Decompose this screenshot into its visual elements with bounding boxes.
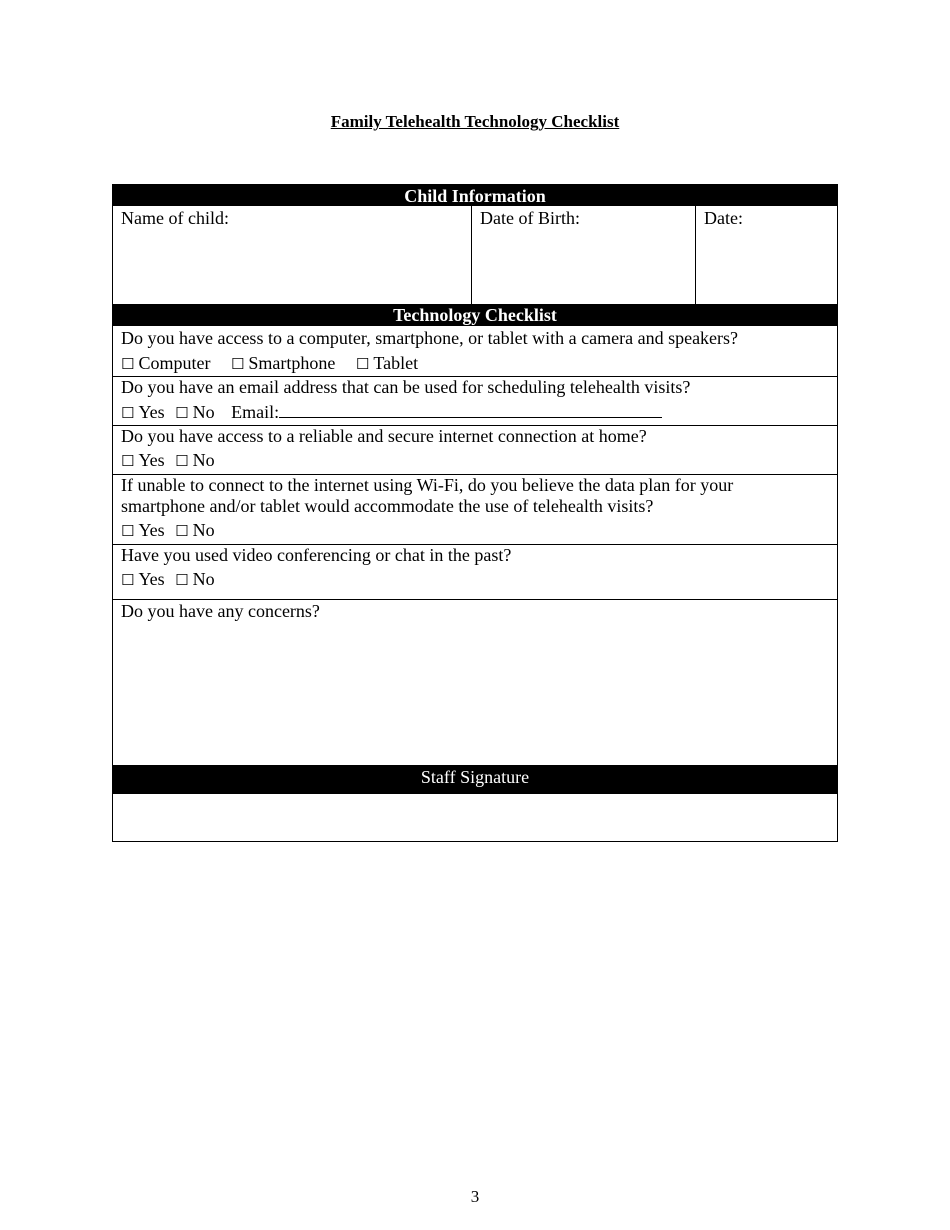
checkbox-icon: ☐: [230, 355, 245, 373]
option-yes[interactable]: ☐ Yes: [121, 569, 165, 589]
email-label: Email:: [231, 402, 280, 422]
question-video-conferencing: Have you used video conferencing or chat in the past?: [121, 545, 512, 565]
option-no[interactable]: ☐ No: [175, 569, 215, 589]
option-no[interactable]: ☐ No: [175, 520, 215, 540]
option-tablet[interactable]: ☐ Tablet: [355, 353, 419, 373]
question-device-access: Do you have access to a computer, smartphone, or tablet with a camera and speakers?: [121, 328, 739, 348]
page-title: Family Telehealth Technology Checklist: [330, 112, 620, 131]
divider: [695, 206, 696, 304]
device-options: [121, 353, 418, 375]
staff-signature-header: Staff Signature: [112, 765, 838, 794]
checkbox-icon: ☐: [121, 355, 135, 373]
page-number: 3: [470, 1187, 480, 1206]
divider: [471, 206, 472, 304]
data-plan-options: [121, 520, 215, 542]
child-information-header: Child Information: [112, 185, 838, 206]
name-of-child-label: Name of child:: [121, 208, 229, 228]
email-input-line[interactable]: [279, 401, 662, 418]
option-yes[interactable]: ☐ Yes: [121, 450, 165, 470]
email-options: [121, 401, 662, 424]
option-smartphone[interactable]: ☐ Smartphone: [230, 353, 336, 373]
row-divider: [112, 599, 838, 600]
checkbox-icon: ☐: [175, 452, 189, 470]
checkbox-icon: ☐: [121, 452, 135, 470]
date-of-birth-label: Date of Birth:: [480, 208, 580, 228]
option-no[interactable]: ☐ No: [175, 450, 215, 470]
internet-options: [121, 450, 215, 472]
question-data-plan-line2: smartphone and/or tablet would accommodate the use of telehealth visits?: [121, 496, 654, 516]
question-data-plan-line1: If unable to connect to the internet using Wi-Fi, do you believe the data plan for your: [121, 475, 734, 495]
option-no[interactable]: ☐ No: [175, 402, 215, 422]
question-concerns: Do you have any concerns?: [121, 601, 320, 621]
staff-signature-field[interactable]: [113, 794, 837, 841]
checkbox-icon: ☐: [121, 571, 135, 589]
option-yes[interactable]: ☐ Yes: [121, 520, 165, 540]
checklist-form: [112, 184, 838, 842]
checkbox-icon: ☐: [121, 404, 135, 422]
concerns-response-area[interactable]: [113, 625, 837, 763]
question-email: Do you have an email address that can be used for scheduling telehealth visits?: [121, 377, 691, 397]
video-conferencing-options: [121, 569, 215, 591]
option-computer[interactable]: ☐ Computer: [121, 353, 211, 373]
question-internet: Do you have access to a reliable and secure internet connection at home?: [121, 426, 647, 446]
checkbox-icon: ☐: [355, 355, 370, 373]
checkbox-icon: ☐: [175, 571, 189, 589]
technology-checklist-header: Technology Checklist: [112, 304, 838, 326]
option-yes[interactable]: ☐ Yes: [121, 402, 165, 422]
date-label: Date:: [704, 208, 743, 228]
checkbox-icon: ☐: [175, 404, 189, 422]
checkbox-icon: ☐: [121, 522, 135, 540]
checkbox-icon: ☐: [175, 522, 189, 540]
